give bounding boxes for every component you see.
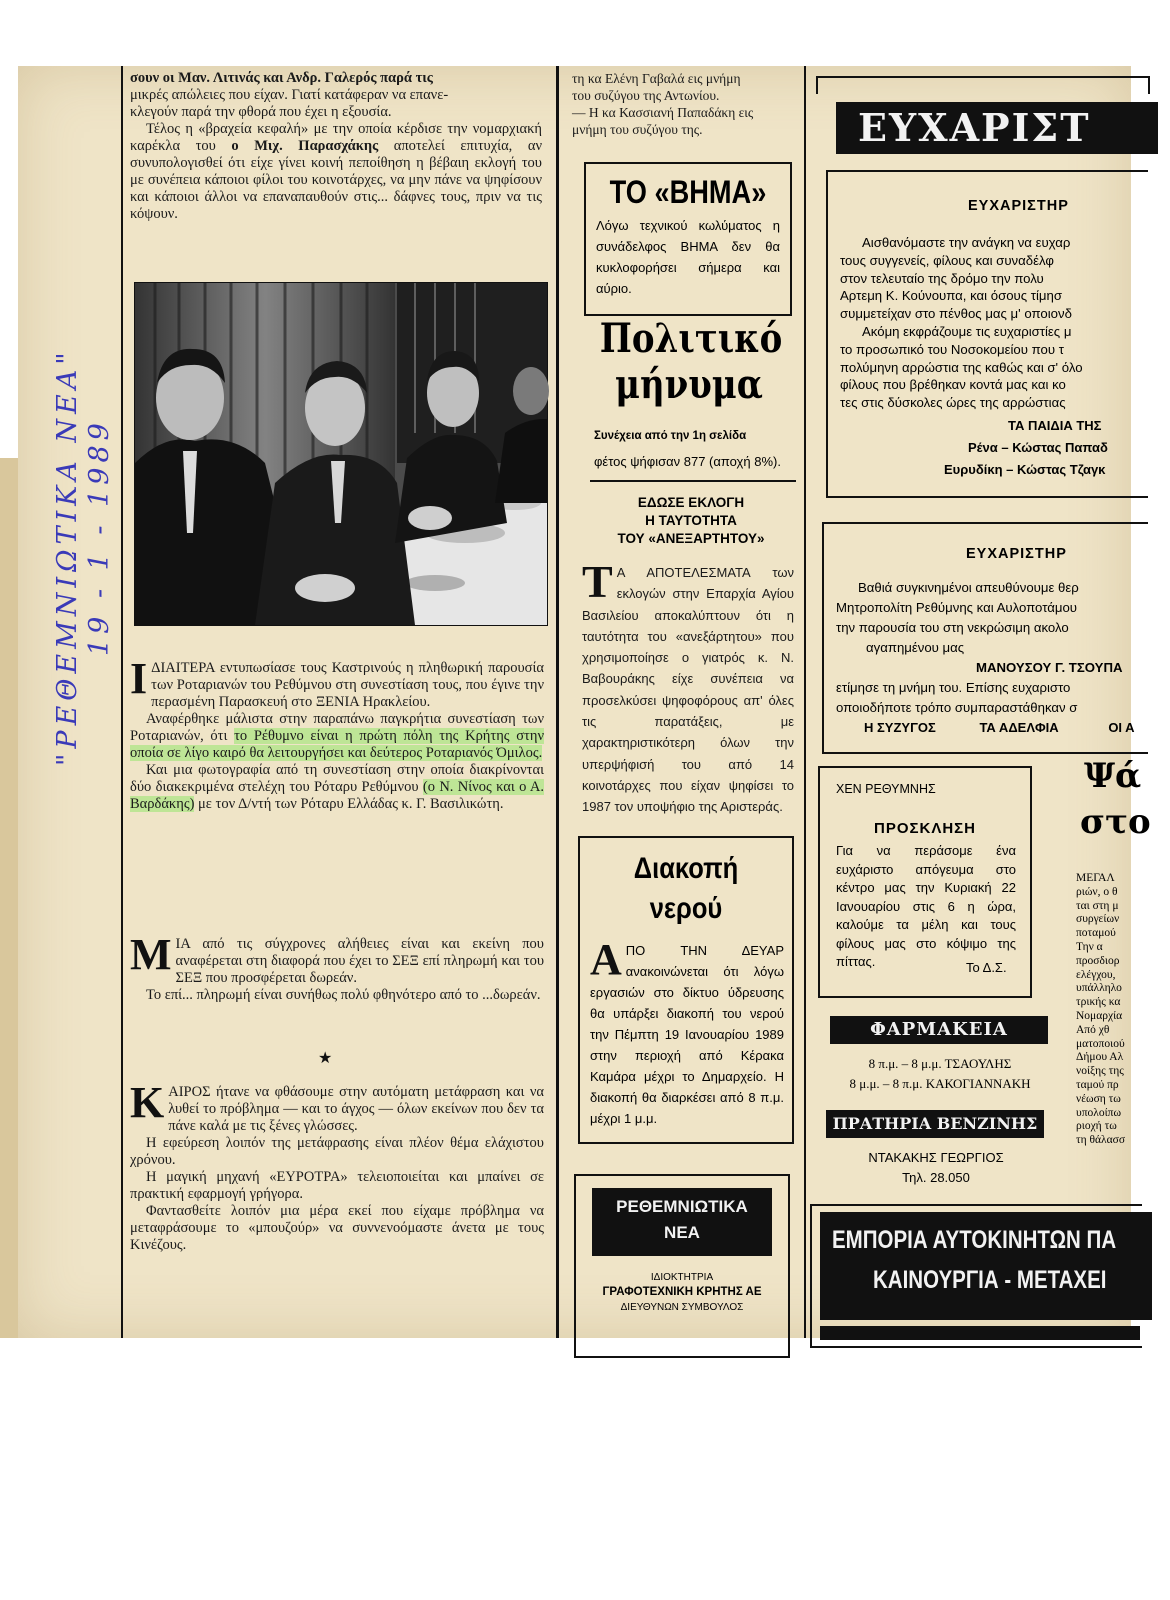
side-line: Δήμου Αλ [1076, 1051, 1124, 1064]
side-line: ριών, ο θ [1076, 885, 1118, 898]
rotary-dinner-photo [134, 282, 548, 626]
rotary-p2 [130, 711, 544, 762]
side-line: υπάλληλο [1076, 982, 1122, 995]
masthead-box [574, 1174, 790, 1358]
politiko-rule [590, 480, 796, 482]
pharmacy-banner: ΦΑΡΜΑΚΕΙΑ [830, 1016, 1048, 1044]
photo-image [135, 283, 547, 625]
cars-line-1: ΕΜΠΟΡΙΑ ΑΥΤΟΚΙΝΗΤΩΝ ΠΑ [832, 1226, 1117, 1254]
thanks2-deceased: ΜΑΝΟΥΣΟΥ Γ. ΤΣΟΥΠΑ [976, 660, 1123, 675]
thanks1-sign-1: ΤΑ ΠΑΙΔΙΑ ΤΗΣ [1008, 418, 1102, 433]
politiko-title-1: Πολιτικό [599, 315, 783, 362]
side-line: συργείων [1076, 913, 1120, 926]
thanks2-line: την παρουσία του στη νεκρώσιμη ακολο [836, 620, 1069, 635]
side-headline-2: στο [1080, 802, 1151, 842]
thanks2-line: Μητροπολίτη Ρεθύμνης και Αυλοποτάμου [836, 600, 1077, 615]
water-notice-box [578, 836, 794, 1144]
col2-top-text [572, 70, 792, 150]
side-line: ποταμού [1076, 927, 1116, 940]
dropcap-translation: Κ [130, 1078, 165, 1127]
water-body [580, 926, 792, 1129]
side-line: Από χθ [1076, 1023, 1110, 1036]
side-line: Την α [1076, 940, 1103, 953]
pharmacy-line-2: 8 μ.μ. – 8 π.μ. ΚΑΚΟΓΙΑΝΝΑΚΗ [849, 1076, 1031, 1091]
masthead-owner-label: ΙΔΙΟΚΤΗΤΡΙΑ [650, 1272, 714, 1283]
column-rule-right [804, 66, 806, 1338]
dropcap-sex: Μ [130, 930, 172, 979]
eklogi-head-3: ΤΟΥ «ΑΝΕΞΑΡΤΗΤΟΥ» [617, 531, 765, 546]
side-line: ταμού πρ [1076, 1078, 1119, 1091]
handwritten-line-1: "ΡΕΘΕΜΝΙΩΤΙΚΑ ΝΕΑ" [52, 347, 83, 766]
gas-line-2: Τηλ. 28.050 [902, 1170, 970, 1185]
thanks2-body [836, 578, 1166, 718]
politiko-continued: Συνέχεια από την 1η σελίδα [594, 430, 747, 442]
top-line-1: σουν οι Μαν. Λιτινάς και Ανδρ. Γαλερός παρά τις [130, 70, 433, 86]
eklogi-text: Α ΑΠΟΤΕΛΕΣΜΑΤΑ των εκλογών στην Επαρχία Αγίου Βασιλείου αποκαλύπτουν ότι η ταυτότητα του «ανεξάρτητου» που χρησιμοποίησε ο γιατρός κ. Ν. Βαβουράκης είχε συνέπεια να προσελκύσει ψηφοφόρους απ' όλες τις παρατάξεις, με χαρακτηριστικότερη όλων την υπερψήφισή του από 14 κοινοτάρχες που είχαν ψηφίσει το 1987 τον υποψήφιο της Αριστεράς. [582, 565, 794, 815]
rotary-p3-text-end: με τον Δ/ντή των Ρόταρυ Ελλάδας κ. Γ. Βασιλικώτη. [194, 796, 504, 812]
masthead-owner: ΓΡΑΦΟΤΕΧΝΙΚΗ ΚΡΗΤΗΣ ΑΕ [602, 1286, 762, 1298]
col1-article-sex [130, 930, 544, 1036]
side-line: ται στη μ [1076, 899, 1119, 912]
thanks1-line: συμμετείχαν στο πένθος μας μ' οποιονδ [840, 306, 1072, 322]
thanks-banner-frame [816, 76, 1150, 94]
politiko-line: φέτος ψήφισαν 877 (αποχή 8%). [594, 454, 781, 469]
thanks1-line: τες στις δύσκολες ώρες της αρρώστιας [840, 395, 1066, 411]
side-line: ριοχή τω [1076, 1120, 1117, 1133]
water-text: ΠΟ ΤΗΝ ΔΕΥΑΡ ανακοινώνεται ότι λόγω εργασιών στο δίκτυο ύδρευσης θα υπάρξει διακοπή του νερού την Πέμπτη 19 Ιανουαρίου 1989 στην περιοχή από Κέρακα Καμάρα μέχρι το Δημαρχείο. Η διακοπή θα διαρκέσει από 8 π.μ. μέχρι 1 μ.μ. [590, 943, 784, 1126]
pharmacy-line-1: 8 π.μ. – 8 μ.μ. ΤΣΑΟΥΛΗΣ [868, 1056, 1012, 1071]
xen-invitation-box [818, 766, 1032, 998]
thanks2-sign: ΟΙ Α [1108, 720, 1135, 735]
vima-body: Λόγω τεχνικού κωλύματος η συνάδελφος ΒΗΜΑ δεν θα κυκλοφορήσει σήμερα και αύριο. [596, 218, 780, 296]
translation-p2: Η εφεύρεση λοιπόν της μετάφρασης είναι πλέον θέμα ελάχιστου χρόνου. [130, 1135, 544, 1168]
handwritten-line-2: 19 - 1 - 1989 [84, 418, 115, 656]
top-line-2: του συζύγου της Αντωνίου. [572, 88, 720, 103]
thanks2-sign: ΤΑ ΑΔΕΛΦΙΑ [979, 720, 1059, 735]
thanks1-line: στον τελευταίο της δρόμο την πολυ [840, 270, 1044, 286]
top-line-4: μνήμη του συζύγου της. [572, 122, 703, 137]
paragraph-paraschakis [130, 121, 542, 223]
top-line-2: μικρές απώλειες που είχαν. Γιατί κατάφεραν να επανε- [130, 87, 449, 103]
rotary-p1: ΔΙΑΙΤΕΡΑ εντυπωσίασε τους Καστρινούς η πληθωρική παρουσία των Ροταριανών του Ρεθύμνου στη συνεστίαση τους, που έγινε την περασμένη Παρασκευή στο ΞΕΝΙΑ Ηρακλείου. [151, 660, 544, 710]
thanks2-sign: Η ΣΥΖΥΓΟΣ [864, 720, 936, 735]
eklogi-headline [584, 494, 798, 548]
rotary-p3 [130, 762, 544, 813]
dropcap-rotary: Ι [130, 654, 148, 703]
xen-org: ΧΕΝ ΡΕΘΥΜΝΗΣ [836, 782, 936, 796]
thanks1-sign-2: Ρένα – Κώστας Παπαδ [968, 440, 1108, 455]
highlighted-names: (ο Ν. Νίνος και ο Α. Βαρδάκης) [130, 779, 545, 812]
top-line-3: — Η κα Κασσιανή Παπαδάκη εις [572, 105, 754, 120]
eklogi-body [582, 556, 794, 820]
side-line: προσδιορ [1076, 954, 1120, 967]
col1-article-rotary [130, 654, 545, 896]
sex-p1: ΙΑ από τις σύγχρονες αλήθειες είναι και εκείνη που αναφέρεται στη διαφορά που έχει το ΣΕΞ επί πληρωμή και του ΣΕΞ που προσφέρεται δωρεάν. [175, 936, 544, 986]
xen-body: Για να περάσομε ένα ευχάριστο απόγευμα στο κέντρο μας την Κυριακή 22 Ιανουαρίου στις 6 η ώρα, καλούμε τα μέλη και τους φίλους μας στο κόψιμο της πίττας. [836, 843, 1016, 969]
highlighted-passage: το Ρέθυμνο είναι η πρώτη πόλη της Κρήτης στην οποία σε λίγο καιρό θα λειτουργήσει και δεύτερος Ροταριανός Όμιλος. [130, 728, 544, 761]
thanks1-line: φίλους που βρέθηκαν κοντά μας και κο [840, 377, 1066, 393]
thanks-box-1 [826, 170, 1148, 498]
thanks1-line: Αρτεμη Κ. Κούνουπα, και όσους τίμησ [840, 288, 1063, 304]
column-rule-middle [556, 66, 559, 1338]
gas-line-1: ΝΤΑΚΑΚΗΣ ΓΕΩΡΓΙΟΣ [868, 1150, 1004, 1165]
side-line: ελέγχου, [1076, 968, 1116, 981]
top-line-1: τη κα Ελένη Γαβαλά εις μνήμη [572, 71, 741, 86]
translation-p4: Φαντασθείτε λοιπόν μια μέρα εκεί που είχαμε πρόβλημα να μεταφράσουμε το «μπουζούρ» να συννενοόμαστε άνετα με τους Κινέζους. [130, 1203, 544, 1253]
vima-title: ΤΟ «ΒΗΜΑ» [609, 174, 767, 210]
side-line: νέωση τω [1076, 1092, 1121, 1105]
politiko-title-2: μήνυμα [615, 361, 763, 408]
side-line: ΜΕΓΑΛ [1076, 872, 1115, 884]
thanks-box-2 [822, 522, 1148, 754]
thanks1-sign-3: Ευρυδίκη – Κώστας Τζαγκ [944, 462, 1106, 477]
translation-p1: ΑΙΡΟΣ ήτανε να φθάσουμε στην αυτόματη μετάφραση και να λυθεί το πρόβλημα — και το άγχος — όλων εκείνων που δεν τα πάνε καλά με τις ξένες γλώσσες. [168, 1084, 544, 1134]
side-line: τη θάλασσ [1076, 1134, 1126, 1147]
thanks-banner: ΕΥΧΑΡΙΣΤ [836, 102, 1158, 154]
thanks2-signatures [864, 720, 1164, 735]
col1-top-text [130, 70, 542, 250]
dropcap-eklogi: Τ [582, 556, 613, 607]
thanks1-line: Ακόμη εκφράζουμε τις ευχαριστίες μ [862, 323, 1072, 339]
eklogi-head-1: ΕΔΩΣΕ ΕΚΛΟΓΗ [637, 495, 745, 510]
thanks2-line: Βαθιά συγκινημένοι απευθύνουμε θερ [858, 580, 1079, 595]
thanks1-body [840, 234, 1170, 412]
cars-line-2: ΚΑΙΝΟΥΡΓΙΑ - ΜΕΤΑΧΕΙ [873, 1266, 1107, 1294]
star-separator: ★ [318, 1048, 333, 1067]
thanks2-line: αγαπημένου μας [866, 640, 965, 655]
para-text: Τέλος η «βραχεία κεφαλή» με την οποία κέρδισε την νομαρχιακή καρέκλα του [130, 121, 542, 154]
masthead-banner [592, 1188, 772, 1256]
thanks1-line: πολύμηνη αρρώστια της καθώς και σ' όλο [840, 359, 1083, 375]
side-line: τρικής κα [1076, 996, 1121, 1009]
side-article-text [1076, 872, 1136, 1148]
rotary-p3-text: Και μια φωτογραφία από τη συνεστίαση στην οποία διακρίνονται δύο διακεκριμένα στελέχη του Ρόταρυ Ρεθύμνου [130, 762, 544, 795]
col1-article-translation [130, 1078, 544, 1334]
masthead-title-1: ΡΕΘΕΜΝΙΩΤΙΚΑ [616, 1197, 748, 1216]
para-text-cont: αποτελεί επιτυχία, αν συνυπολογισθεί ότι είχε γίνει κοινή πεποίθηση η βέβαιη εκλογή του με συνέπεια κάποιοι φίλοι του κοινοτάρχες, να μην πάνε να ψηφίσουν και κάποιοι άλλοι να επαναπαυθούν στις... δάφνες τους, πριν να τις κόψουν. [130, 138, 543, 222]
cars-ad-bottom-bar [820, 1326, 1140, 1340]
thanks2-line: ετίμησε τη μνήμη του. Επίσης ευχαριστο [836, 680, 1071, 695]
side-line: νοίξης της [1076, 1065, 1124, 1078]
xen-sign: Το Δ.Σ. [966, 960, 1007, 975]
translation-p3: Η μαγική μηχανή «ΕΥΡΟΤΡΑ» τελειοποιείται και μπαίνει σε πρακτική εφαρμογή γρήγορα. [130, 1169, 544, 1202]
thanks2-title: ΕΥΧΑΡΙΣΤΗΡ [966, 546, 1067, 562]
side-line: Νομαρχία [1076, 1009, 1123, 1022]
side-line: ματοποιού [1076, 1037, 1125, 1050]
sex-p2: Το επί... πληρωμή είναι συνήθως πολύ φθηνότερο από το ...δωρεάν. [146, 987, 541, 1003]
xen-title: ΠΡΟΣΚΛΗΣΗ [873, 820, 976, 837]
thanks2-line: οποιοδήποτε τρόπο συμπαραστάθηκαν σ [836, 700, 1078, 715]
thanks1-title: ΕΥΧΑΡΙΣΤΗΡ [968, 198, 1069, 214]
thanks1-line: το προσωπικό του Νοσοκομείου που τ [840, 341, 1064, 357]
cars-ad-banner [820, 1212, 1152, 1320]
para-name: ο Μιχ. Παρασχάκης [231, 138, 379, 154]
side-line: υπολοίπω [1076, 1106, 1122, 1119]
thanks1-line: τους συγγενείς, φίλους και συναδέλφ [840, 252, 1054, 268]
gas-station-banner: ΠΡΑΤΗΡΙΑ ΒΕΝΖΙΝΗΣ [826, 1110, 1044, 1138]
water-title-2: νερού [649, 892, 723, 925]
top-line-3: κλεγούν παρά την φθορά που έχει η εξουσία. [130, 104, 392, 120]
newspaper-clipping [18, 66, 1151, 1338]
handwritten-note [52, 347, 122, 766]
vima-notice-box [584, 162, 792, 316]
side-headline-1: Ψά [1084, 756, 1142, 796]
masthead-title-2: ΝΕΑ [664, 1223, 700, 1242]
thanks1-line: Αισθανόμαστε την ανάγκη να ευχαρ [862, 235, 1071, 250]
eklogi-head-2: Η ΤΑΥΤΟΤΗΤΑ [645, 513, 737, 528]
masthead-director: ΔΙΕΥΘΥΝΩΝ ΣΥΜΒΟΥΛΟΣ [620, 1302, 744, 1313]
dropcap-water: Α [590, 935, 622, 984]
water-title-1: Διακοπή [633, 852, 739, 885]
rotary-p2-text: Αναφέρθηκε μάλιστα στην παραπάνω παγκρήτια συνεστίαση των Ροταριανών, ότι [130, 711, 544, 744]
